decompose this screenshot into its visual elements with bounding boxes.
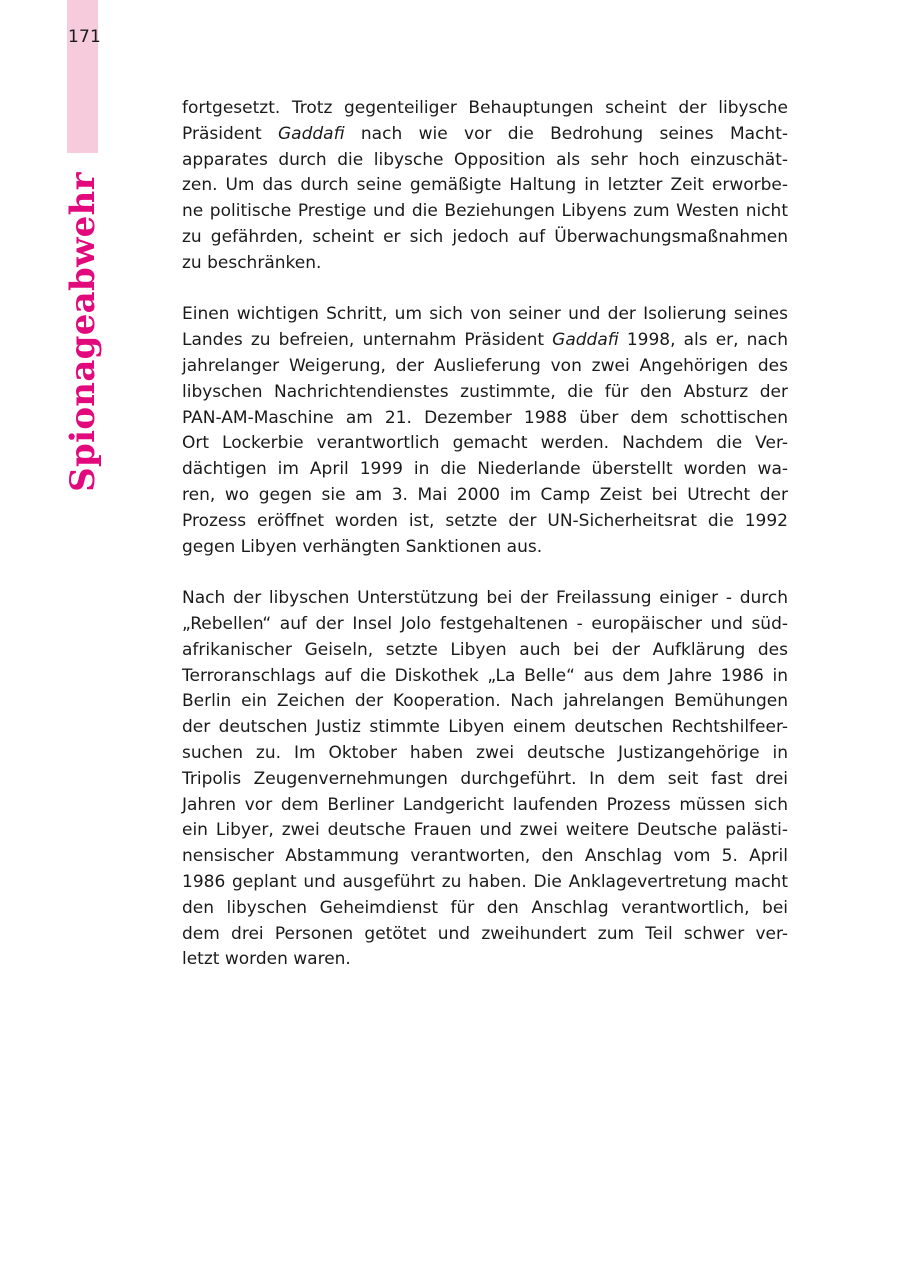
text-line: libyschen Nachrichtendienstes zustimmte, die für den Absturz der [182,381,788,402]
text-line: gegen Libyen verhängten Sanktionen aus. [182,536,543,557]
text-line: „Rebellen“ auf der Insel Jolo festgehaltenen - europäischer und süd- [182,613,788,634]
page-tab [67,0,98,153]
text-line: apparates durch die libysche Opposition als sehr hoch einzuschät- [182,149,788,170]
page-number: 171 [68,27,102,47]
text-line: Prozess eröffnet worden ist, setzte der UN-Sicherheitsrat die 1992 [182,510,788,531]
text-line: letzt worden waren. [182,949,351,970]
text-line: dem drei Personen getötet und zweihundert zum Teil schwer ver- [182,923,788,944]
text-line: Präsident Gaddafi nach wie vor die Bedrohung seines Macht- [182,123,788,144]
italic-name: Gaddafi [552,330,619,351]
text-line: PAN-AM-Maschine am 21. Dezember 1988 über dem schottischen [182,407,788,428]
text-line: suchen zu. Im Oktober haben zwei deutsche Justizangehörige in [182,742,788,763]
text-line: afrikanischer Geiseln, setzte Libyen auch bei der Aufklärung des [182,639,788,660]
text-line: 1986 geplant und ausgeführt zu haben. Die Anklagevertretung macht [182,871,788,892]
text-line: fortgesetzt. Trotz gegenteiliger Behauptungen scheint der libysche [182,98,788,118]
body-text [182,96,788,999]
text-line: nensischer Abstammung verantworten, den Anschlag vom 5. April [182,846,788,867]
text-line: Ort Lockerbie verantwortlich gemacht werden. Nachdem die Ver- [182,433,788,454]
text-line: ren, wo gegen sie am 3. Mai 2000 im Camp Zeist bei Utrecht der [182,484,788,505]
paragraph [182,302,788,560]
text-line: zu gefährden, scheint er sich jedoch auf Überwachungsmaßnahmen [182,226,788,247]
text-line: der deutschen Justiz stimmte Libyen einem deutschen Rechtshilfeer- [182,717,788,738]
section-label: Spionageabwehr [63,172,103,492]
paragraph [182,586,788,973]
text-line: jahrelanger Weigerung, der Auslieferung von zwei Angehörigen des [182,355,788,376]
text-line: Berlin ein Zeichen der Kooperation. Nach jahrelangen Bemühungen [182,691,788,712]
italic-name: Gaddafi [277,123,345,144]
text-line: ne politische Prestige und die Beziehungen Libyens zum Westen nicht [182,201,788,222]
paragraph [182,96,788,277]
text-line: Jahren vor dem Berliner Landgericht laufenden Prozess müssen sich [182,794,788,815]
text-line: dächtigen im April 1999 in die Niederlande überstellt worden wa- [182,459,788,480]
text-line: Landes zu befreien, unternahm Präsident Gaddafi 1998, als er, nach [182,330,788,351]
text-line: Terroranschlags auf die Diskothek „La Belle“ aus dem Jahre 1986 in [182,665,788,686]
text-line: Nach der libyschen Unterstützung bei der Freilassung einiger - durch [182,588,788,609]
text-line: den libyschen Geheimdienst für den Anschlag verantwortlich, bei [182,897,788,918]
text-line: ein Libyer, zwei deutsche Frauen und zwei weitere Deutsche palästi- [182,820,788,841]
text-line: Einen wichtigen Schritt, um sich von seiner und der Isolierung seines [182,304,788,325]
text-line: zu beschränken. [182,252,322,273]
text-line: zen. Um das durch seine gemäßigte Haltung in letzter Zeit erworbe- [182,175,788,196]
text-line: Tripolis Zeugenvernehmungen durchgeführt. In dem seit fast drei [182,768,788,789]
